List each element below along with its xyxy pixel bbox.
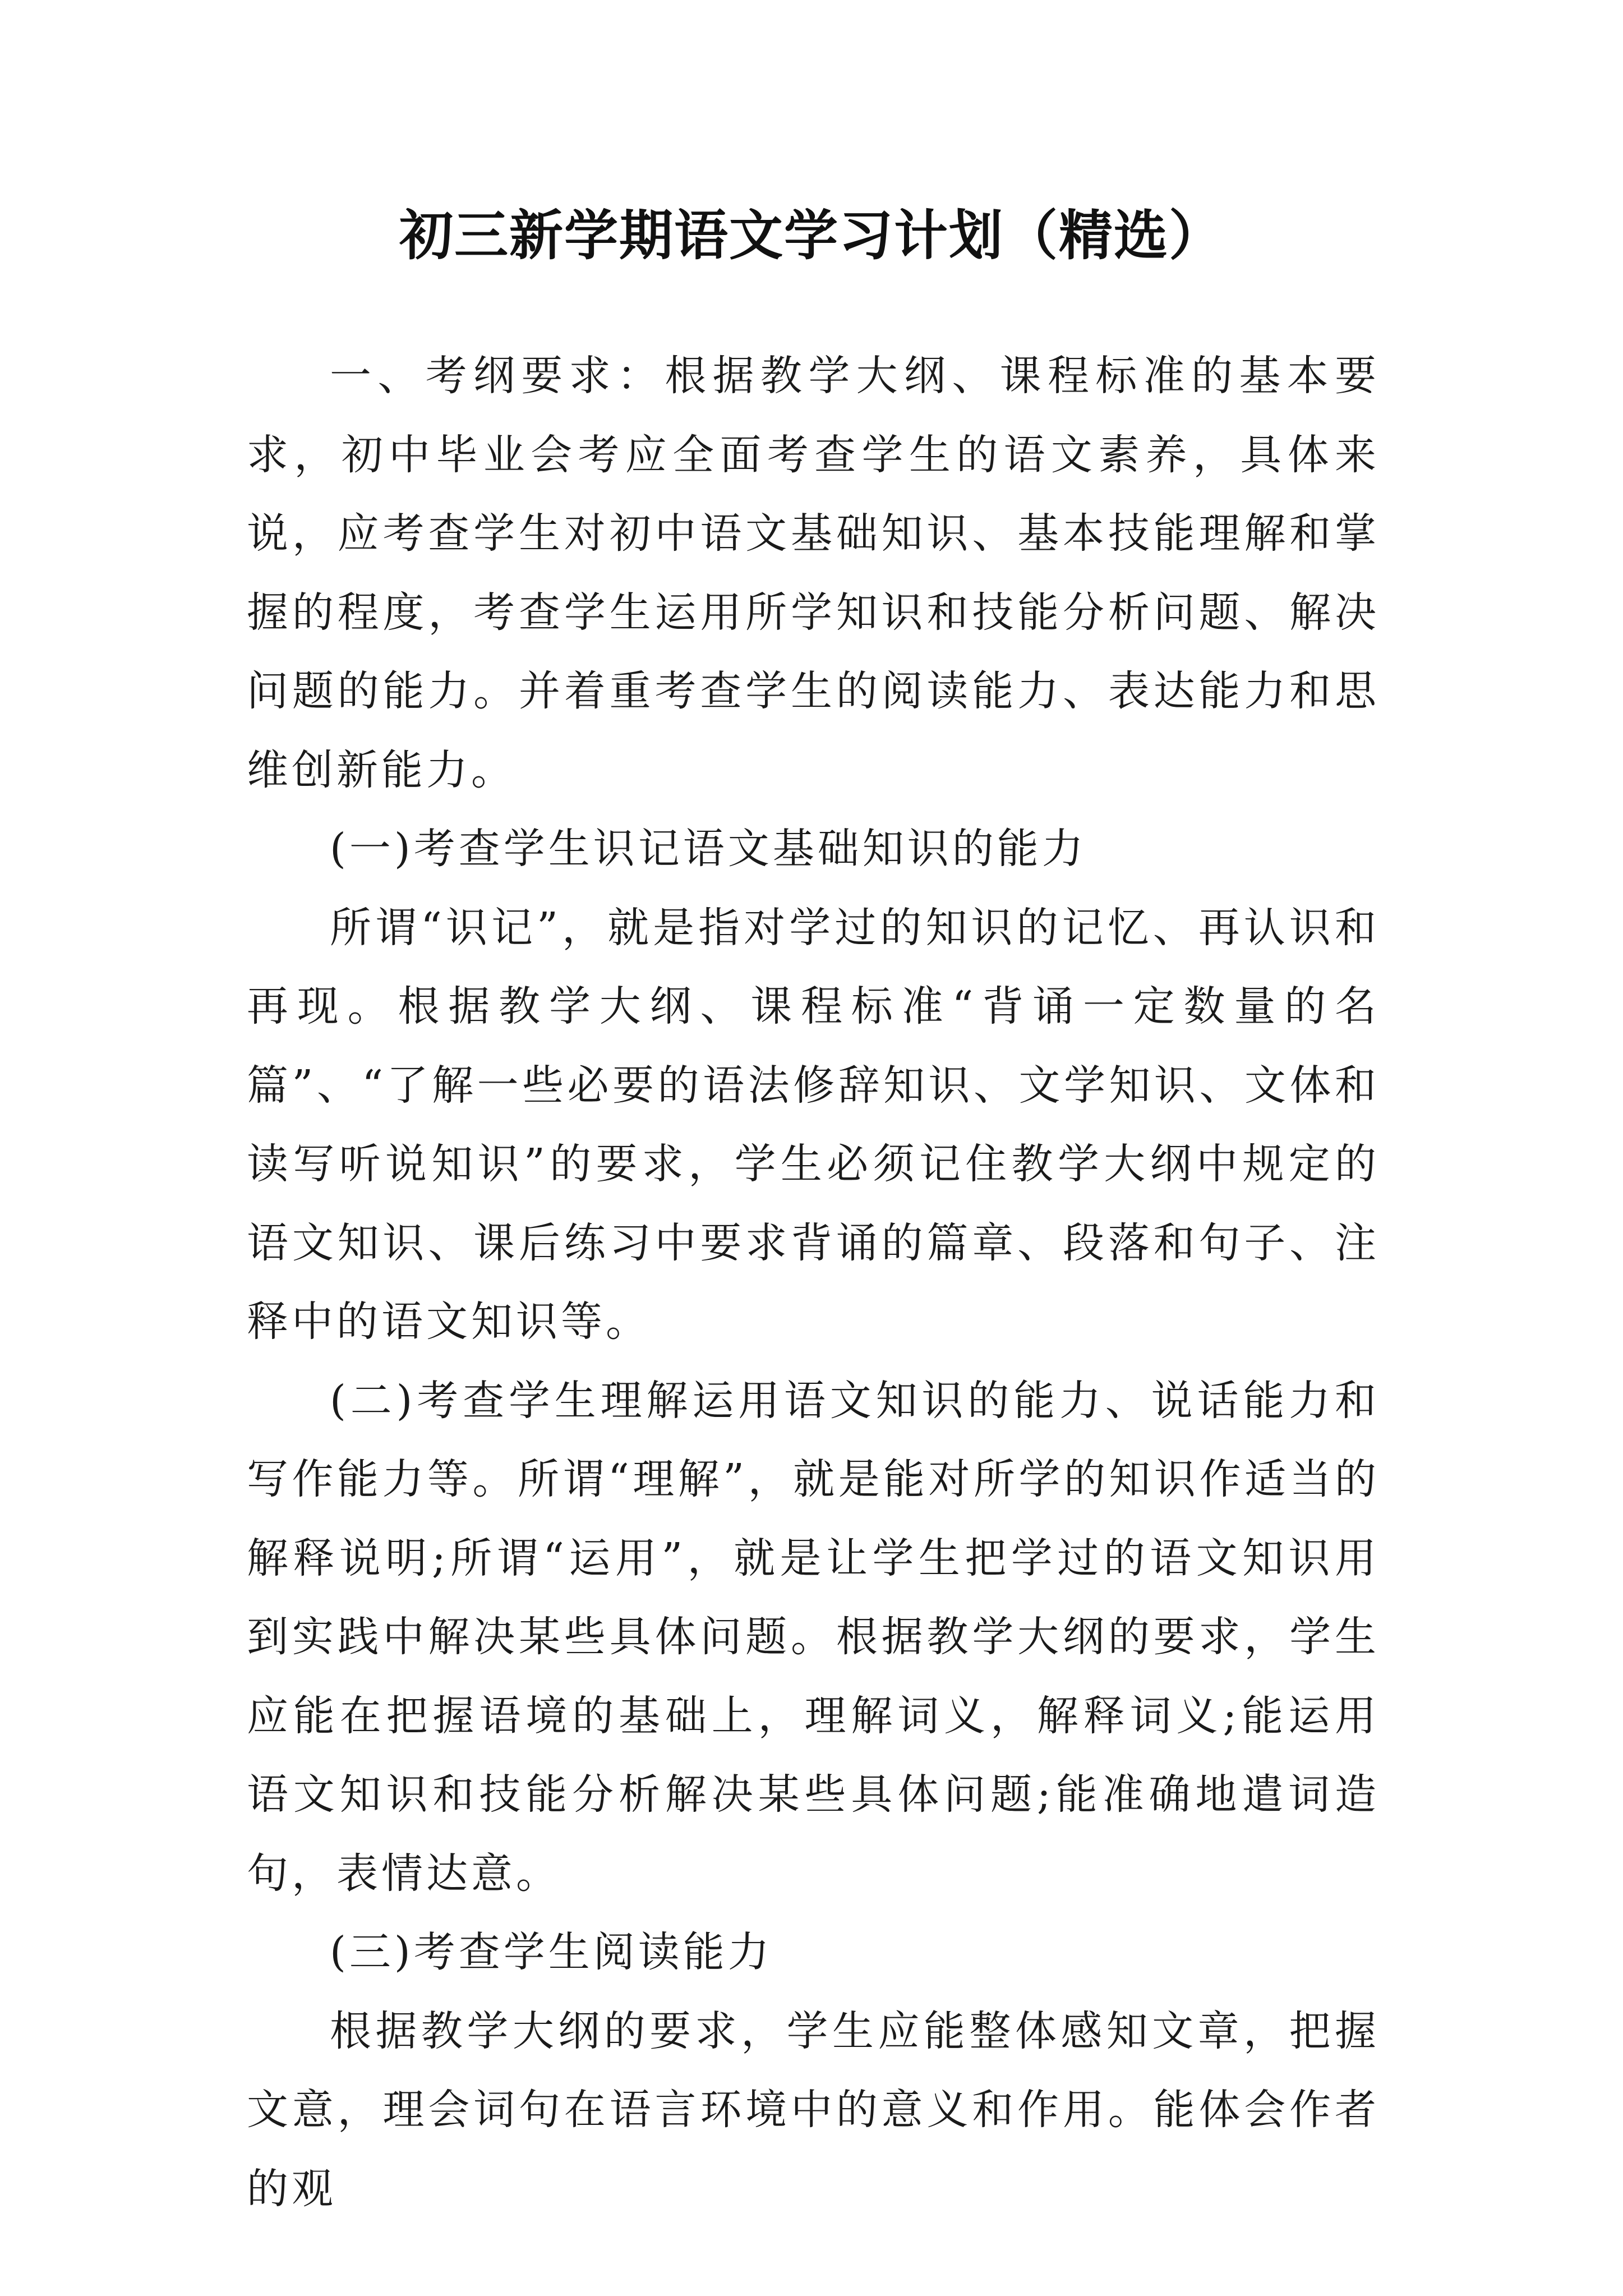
document-body [247,337,1380,2228]
paragraph-memorization: 所谓“识记”，就是指对学过的知识的记忆、再认识和再现。根据教学大纲、课程标准“背诵一定数量的名篇”、“了解一些必要的语法修辞知识、文学知识、文体和读写听说知识”的要求，学生必须记住教学大纲中规定的语文知识、课后练习中要求背诵的篇章、段落和句子、注释中的语文知识等。 [247,903,1380,1346]
paragraph-reading: 根据教学大纲的要求，学生应能整体感知文章，把握文意，理会词句在语言环境中的意义和作用。能体会作者的观 [247,2007,1380,2213]
section-heading-1: (一)考查学生识记语文基础知识的能力 [330,825,1087,873]
section-heading-3: (三)考查学生阅读能力 [330,1928,773,1976]
document-title: 初三新学期语文学习计划（精选） [399,204,1224,267]
paragraph-exam-requirements: 一、考纲要求：根据教学大纲、课程标准的基本要求，初中毕业会考应全面考查学生的语文素养，具体来说，应考查学生对初中语文基础知识、基本技能理解和掌握的程度，考查学生运用所学知识和技能分析问题、解决问题的能力。并着重考查学生的阅读能力、表达能力和思维创新能力。 [247,352,1380,794]
section-heading-2: (二)考查学生理解运用语文知识的能力、说话能力和写作能力等。所谓“理解”，就是能对所学的知识作适当的解释说明;所谓“运用”，就是让学生把学过的语文知识用到实践中解决某些具体问题。根据教学大纲的要求，学生应能在把握语境的基础上，理解词义，解释词义;能运用语文知识和技能分析解决某些具体问题;能准确地遣词造句，表情达意。 [247,1376,1380,1898]
